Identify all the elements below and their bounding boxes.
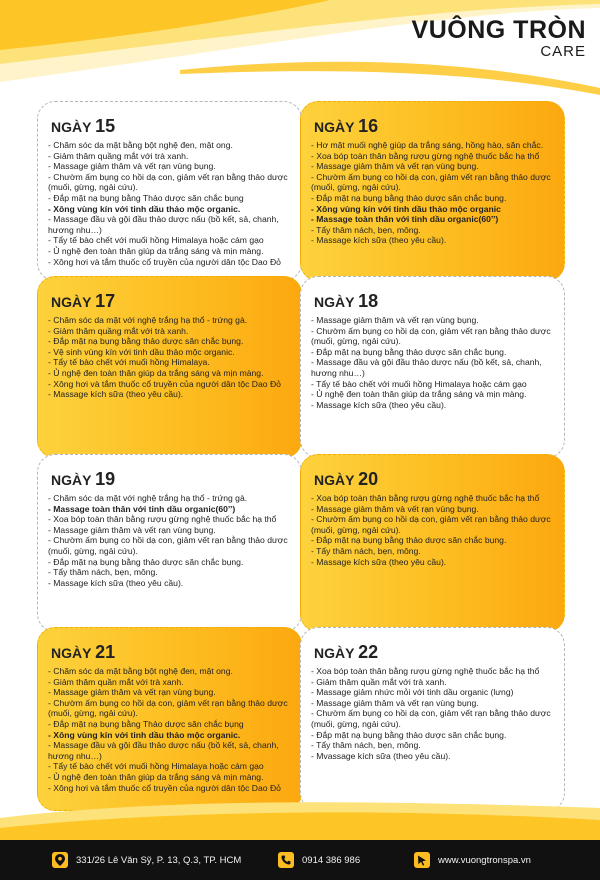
treatment-item: - Massage giảm thâm và vết rạn vùng bụng. xyxy=(48,161,216,172)
day-label: NGÀY xyxy=(51,294,92,310)
treatment-item: - Massage đầu và gội đầu thảo dược nấu (bồ kết, sả, chanh, hương nhu…) xyxy=(48,214,279,235)
treatment-item: - Massage kích sữa (theo yêu cầu). xyxy=(311,556,447,567)
treatment-item: - Chườm ấm bụng co hồi dạ con, giảm vết rạn bằng thảo dược (muối, gừng, ngải cứu). xyxy=(311,325,551,347)
treatment-item: - Massage giảm nhức mỏi với tinh dầu organic (lưng) xyxy=(311,687,514,698)
treatment-item: - Chăm sóc da mặt bằng bột nghệ đen, mật ong. xyxy=(48,666,233,676)
treatment-item: - Massage giảm thâm và vết rạn vùng bụng. xyxy=(311,161,479,172)
treatment-item: - Chăm sóc da mặt với nghệ trắng hạ thổ - trứng gà. xyxy=(48,315,248,325)
treatment-item: - Đắp mặt nạ bụng bằng thảo dược săn chắc bụng. xyxy=(48,336,244,347)
day-card-15 xyxy=(37,101,302,281)
day-label: NGÀY xyxy=(51,472,92,488)
treatment-item: - Chườm ấm bụng co hồi dạ con, giảm vết rạn bằng thảo dược (muối, gừng, ngải cứu). xyxy=(48,697,288,719)
footer-wave-decoration xyxy=(0,790,600,840)
treatment-item: - Massage giảm thâm và vết rạn vùng bụng. xyxy=(311,315,479,325)
day-label: NGÀY xyxy=(314,119,355,135)
treatment-item: - Chườm ấm bụng co hồi dạ con, giảm vết rạn bằng thảo dược (muối, gừng, ngải cứu). xyxy=(48,535,288,556)
website-item xyxy=(414,852,531,868)
treatment-item: - Massage toàn thân với tinh dầu organic(60’’) xyxy=(48,503,236,514)
treatment-item: - Đắp mặt nạ bụng bằng thảo dược săn chắc bụng. xyxy=(311,535,507,546)
brand-name: VUÔNG TRÒN xyxy=(411,16,586,44)
treatment-item: - Xông vùng kín với tinh dầu thảo mộc organic. xyxy=(48,729,241,740)
day-number: 17 xyxy=(95,291,116,311)
treatment-item: - Massage giảm thâm và vết rạn vùng bụng. xyxy=(48,524,216,535)
treatment-item: - Massage kích sữa (theo yêu cầu). xyxy=(48,389,184,400)
day-title xyxy=(314,116,554,137)
treatment-item: - Xoa bóp toàn thân bằng rượu gừng nghệ thuốc bắc hạ thổ xyxy=(311,493,540,503)
treatment-item: - Massage toàn thân với tinh dầu organic(60’’) xyxy=(311,214,499,225)
day-title xyxy=(314,642,554,663)
treatment-item: - Tẩy thâm nách, bẹn, mông. xyxy=(311,224,421,235)
treatment-item: - Xoa bóp toàn thân bằng rượu gừng nghệ thuốc bắc hạ thổ xyxy=(311,150,540,161)
day-title xyxy=(314,291,554,312)
treatment-item: - Massage đầu và gội đầu thảo dược nấu (bồ kết, sả, chanh, hương nhu…) xyxy=(311,357,542,378)
treatment-item: - Giảm thâm quầng mắt với trà xanh. xyxy=(48,150,189,161)
treatment-item: - Tẩy tế bào chết với muối hồng Himalaya hoặc cám gạo xyxy=(48,761,264,772)
address-item xyxy=(52,852,241,868)
treatment-item: - Đắp mặt nạ bụng bằng Thảo dược săn chắc bụng xyxy=(48,718,244,729)
treatment-item: - Mvassage kích sữa (theo yêu cầu). xyxy=(311,750,451,761)
day-number: 18 xyxy=(358,291,379,311)
cursor-icon xyxy=(414,852,430,868)
day-title xyxy=(314,469,554,490)
treatment-list xyxy=(311,666,554,761)
brand-logo xyxy=(412,16,586,60)
day-number: 21 xyxy=(95,642,116,662)
day-card-22 xyxy=(300,627,565,811)
treatment-item: - Ủ nghệ đen toàn thân giúp da trắng sáng và mịn màng. xyxy=(311,389,527,400)
day-title xyxy=(51,642,291,663)
treatment-item: - Massage kích sữa (theo yêu cầu). xyxy=(48,577,184,588)
day-number: 15 xyxy=(95,116,116,136)
day-number: 16 xyxy=(358,116,379,136)
treatment-item: - Xoa bóp toàn thân bằng rượu gừng nghệ thuốc bắc hạ thổ xyxy=(48,514,277,525)
day-title xyxy=(51,469,291,490)
contact-footer xyxy=(0,840,600,880)
day-label: NGÀY xyxy=(314,472,355,488)
treatment-item: - Xông vùng kín với tinh dầu thảo mộc organic. xyxy=(48,203,241,214)
treatment-item: - Ủ nghệ đen toàn thân giúp da trắng sáng và mịn màng. xyxy=(48,367,264,378)
treatment-item: - Chườm ấm bụng co hồi dạ con, giảm vết rạn bằng thảo dược (muối, gừng, ngải cứu). xyxy=(48,171,288,193)
treatment-item: - Massage đầu và gội đầu thảo dược nấu (bồ kết, sả, chanh, hương nhu…) xyxy=(48,740,279,761)
treatment-list xyxy=(48,140,291,267)
day-card-17 xyxy=(37,276,302,458)
day-label: NGÀY xyxy=(51,645,92,661)
phone-icon xyxy=(278,852,294,868)
treatment-item: - Đắp mặt nạ bụng bằng Thảo dược săn chắc bụng xyxy=(48,192,244,203)
treatment-list xyxy=(311,140,554,246)
phone-link[interactable]: 0914 386 986 xyxy=(302,854,361,866)
treatment-item: - Chăm sóc da mặt với nghệ trắng hạ thổ - trứng gà. xyxy=(48,493,248,503)
treatment-item: - Massage kích sữa (theo yêu cầu). xyxy=(311,235,447,246)
treatment-item: - Xông vùng kín với tinh dầu thảo mộc organic xyxy=(311,203,501,214)
treatment-item: - Tẩy thâm nách, bẹn, mông. xyxy=(48,567,158,578)
treatment-item: - Massage kích sữa (theo yêu cầu). xyxy=(311,399,447,410)
treatment-list xyxy=(48,315,291,400)
day-title xyxy=(51,116,291,137)
day-label: NGÀY xyxy=(51,119,92,135)
treatment-item: - Giảm thâm quầng mắt với trà xanh. xyxy=(48,325,189,336)
treatment-item: - Chăm sóc da mặt bằng bột nghệ đen, mật ong. xyxy=(48,140,233,150)
treatment-item: - Giảm thâm quần mắt với trà xanh. xyxy=(311,676,447,687)
day-number: 19 xyxy=(95,469,116,489)
treatment-item: - Đắp mặt nạ bụng bằng thảo dược săn chắc bụng. xyxy=(311,192,507,203)
treatment-item: - Massage giảm thâm và vết rạn vùng bụng. xyxy=(311,697,479,708)
day-label: NGÀY xyxy=(314,645,355,661)
location-pin-icon xyxy=(52,852,68,868)
treatment-item: - Tẩy thâm nách, bẹn, mông. xyxy=(311,545,421,556)
treatment-item: - Tẩy tế bào chết với muối hồng Himalaya hoặc cám gạo xyxy=(311,378,527,389)
address-text: 331/26 Lê Văn Sỹ, P. 13, Q.3, TP. HCM xyxy=(76,854,242,866)
treatment-item: - Xoa bóp toàn thân bằng rượu gừng nghệ thuốc bắc hạ thổ xyxy=(311,666,540,676)
treatment-item: - Ủ nghệ đen toàn thân giúp da trắng sáng và mịn màng. xyxy=(48,245,264,256)
day-card-18 xyxy=(300,276,565,458)
treatment-item: - Massage giảm thâm và vết rạn vùng bụng. xyxy=(48,687,216,698)
treatment-item: - Đắp mặt nạ bụng bằng thảo dược săn chắc bụng. xyxy=(311,346,507,357)
treatment-item: - Tẩy thâm nách, bẹn, mông. xyxy=(311,740,421,751)
treatment-item: - Tẩy tế bào chết với muối hồng Himalaya. xyxy=(48,357,210,368)
treatment-item: - Xông hơi và tắm thuốc cổ truyền của người dân tộc Dao Đỏ xyxy=(48,378,281,389)
day-title xyxy=(51,291,291,312)
day-card-19 xyxy=(37,454,302,632)
day-number: 20 xyxy=(358,469,379,489)
treatment-item: - Giảm thâm quần mắt với trà xanh. xyxy=(48,676,184,687)
day-number: 22 xyxy=(358,642,379,662)
treatment-item: - Chườm ấm bụng co hồi dạ con, giảm vết rạn bằng thảo dược (muối, gừng, ngải cứu). xyxy=(311,708,551,729)
treatment-item: - Đắp mặt nạ bụng bằng thảo dược săn chắc bụng. xyxy=(311,729,507,740)
treatment-item: - Tẩy tế bào chết với muối hồng Himalaya hoặc cám gạo xyxy=(48,235,264,246)
day-card-16 xyxy=(300,101,565,281)
treatment-list xyxy=(311,493,554,567)
website-link[interactable]: www.vuongtronspa.vn xyxy=(438,854,531,866)
day-card-20 xyxy=(300,454,565,632)
treatment-item: - Đắp mặt nạ bụng bằng thảo dược săn chắc bụng. xyxy=(48,556,244,567)
treatment-item: - Chườm ấm bụng co hồi dạ con, giảm vết rạn bằng thảo dược (muối, gừng, ngải cứu). xyxy=(311,171,551,193)
treatment-item: - Chườm ấm bụng co hồi dạ con, giảm vết rạn bằng thảo dược (muối, gừng, ngải cứu). xyxy=(311,514,551,535)
treatment-item: - Xông hơi và tắm thuốc cổ truyền của người dân tộc Dao Đỏ xyxy=(48,782,281,793)
phone-item xyxy=(278,852,360,868)
treatment-item: - Massage giảm thâm và vết rạn vùng bụng. xyxy=(311,503,479,514)
treatment-list xyxy=(48,493,291,588)
treatment-list xyxy=(311,315,554,410)
day-card-21 xyxy=(37,627,302,811)
brand-subtitle: CARE xyxy=(540,43,586,60)
treatment-list xyxy=(48,666,291,793)
treatment-item: - Vệ sinh vùng kín với tinh dầu thảo mộc organic. xyxy=(48,346,235,357)
day-label: NGÀY xyxy=(314,294,355,310)
treatment-item: - Hơ mặt muối nghệ giúp da trắng sáng, hồng hào, săn chắc. xyxy=(311,140,544,150)
treatment-item: - Ủ nghệ đen toàn thân giúp da trắng sáng và mịn màng. xyxy=(48,771,264,782)
treatment-item: - Xông hơi và tắm thuốc cổ truyền của người dân tộc Dao Đỏ xyxy=(48,256,281,267)
